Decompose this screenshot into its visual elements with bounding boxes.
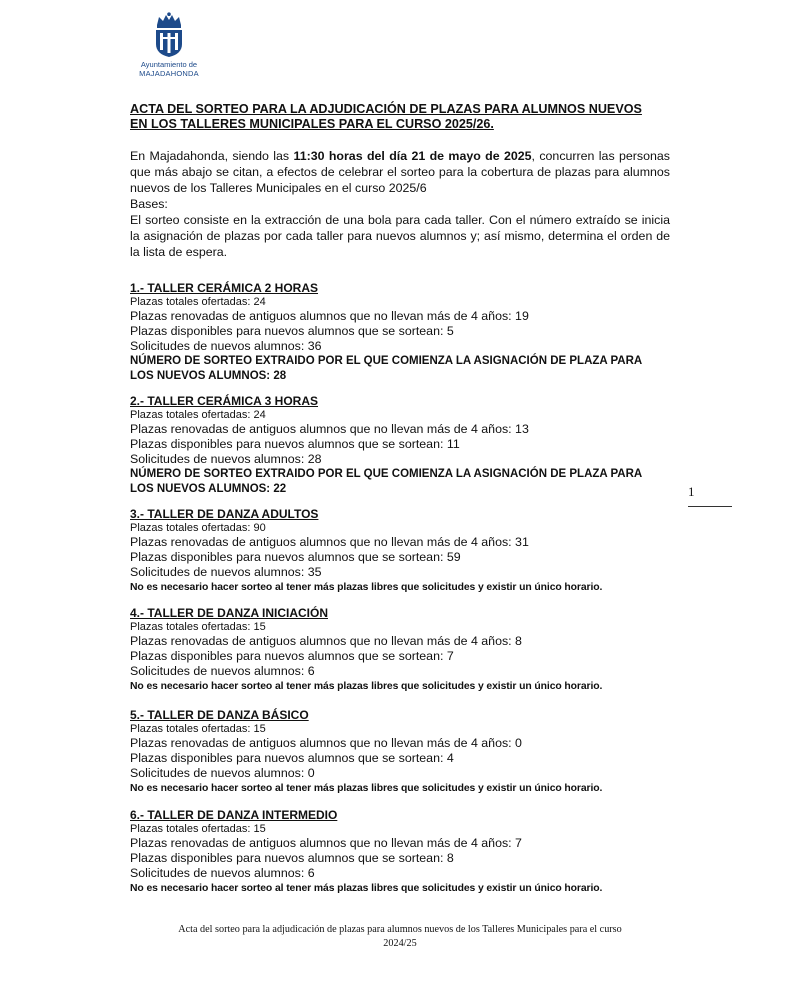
majadahonda-coat-of-arms-icon bbox=[152, 12, 186, 58]
intro-date-time: 11:30 horas del día 21 de mayo de 2025 bbox=[293, 149, 532, 163]
solicitudes: Solicitudes de nuevos alumnos: 36 bbox=[130, 339, 322, 353]
plazas-disponibles: Plazas disponibles para nuevos alumnos que se sortean: 8 bbox=[130, 851, 454, 865]
org-name-line1: Ayuntamiento de bbox=[140, 60, 198, 69]
solicitudes: Solicitudes de nuevos alumnos: 28 bbox=[130, 452, 322, 466]
footer bbox=[120, 923, 680, 951]
logo bbox=[132, 12, 206, 78]
plazas-totales: Plazas totales ofertadas: 15 bbox=[130, 723, 266, 735]
plazas-renovadas: Plazas renovadas de antiguos alumnos que no llevan más de 4 años: 13 bbox=[130, 422, 529, 436]
plazas-totales: Plazas totales ofertadas: 90 bbox=[130, 522, 266, 534]
plazas-totales: Plazas totales ofertadas: 15 bbox=[130, 621, 266, 633]
result-line2: LOS NUEVOS ALUMNOS: 22 bbox=[130, 483, 287, 495]
bases-label: Bases: bbox=[130, 197, 168, 211]
document-title bbox=[130, 102, 675, 132]
plazas-totales: Plazas totales ofertadas: 24 bbox=[130, 296, 266, 308]
plazas-renovadas: Plazas renovadas de antiguos alumnos que no llevan más de 4 años: 8 bbox=[130, 634, 522, 648]
result-line2: LOS NUEVOS ALUMNOS: 28 bbox=[130, 370, 287, 382]
plazas-totales: Plazas totales ofertadas: 15 bbox=[130, 823, 266, 835]
section-taller-ceramica-3h bbox=[130, 394, 690, 497]
section-heading: 4.- TALLER DE DANZA INICIACIÓN bbox=[130, 606, 328, 620]
intro-paragraph-2: El sorteo consiste en la extracción de una bola para cada taller. Con el número extraído se inicia la asignación de plazas por cada taller para nuevos alumnos y; así mismo, determina el orden de la lista de espera. bbox=[130, 213, 670, 259]
section-taller-ceramica-2h bbox=[130, 281, 690, 384]
plazas-renovadas: Plazas renovadas de antiguos alumnos que no llevan más de 4 años: 19 bbox=[130, 309, 529, 323]
title-line2: EN LOS TALLERES MUNICIPALES PARA EL CURSO 2025/26. bbox=[130, 117, 494, 131]
intro-paragraph-1 bbox=[130, 148, 670, 196]
plazas-disponibles: Plazas disponibles para nuevos alumnos que se sortean: 5 bbox=[130, 324, 454, 338]
no-draw-note: No es necesario hacer sorteo al tener más plazas libres que solicitudes y existir un único horario. bbox=[130, 883, 603, 894]
page-number: 1 bbox=[688, 484, 695, 499]
plazas-renovadas: Plazas renovadas de antiguos alumnos que no llevan más de 4 años: 0 bbox=[130, 736, 522, 750]
intro-text-b: , concurren las personas que más abajo se citan, a efectos de celebrar el sorteo para la cobertura de plazas para alumnos nuevos de los Talleres Municipales en el curso 2025/6 bbox=[130, 149, 670, 195]
plazas-renovadas: Plazas renovadas de antiguos alumnos que no llevan más de 4 años: 31 bbox=[130, 535, 529, 549]
solicitudes: Solicitudes de nuevos alumnos: 0 bbox=[130, 766, 315, 780]
page-number-rule bbox=[688, 506, 732, 507]
section-danza-intermedio bbox=[130, 808, 690, 897]
section-heading: 2.- TALLER CERÁMICA 3 HORAS bbox=[130, 394, 319, 408]
org-name-line2: MAJADAHONDA bbox=[139, 69, 199, 78]
solicitudes: Solicitudes de nuevos alumnos: 6 bbox=[130, 866, 315, 880]
result-line1: NÚMERO DE SORTEO EXTRAIDO POR EL QUE COMIENZA LA ASIGNACIÓN DE PLAZA PARA bbox=[130, 355, 643, 367]
no-draw-note: No es necesario hacer sorteo al tener más plazas libres que solicitudes y existir un único horario. bbox=[130, 681, 603, 692]
footer-line1: Acta del sorteo para la adjudicación de plazas para alumnos nuevos de los Talleres Municipales para el curso bbox=[178, 924, 622, 935]
intro-text-a: En Majadahonda, siendo las bbox=[130, 149, 294, 163]
plazas-renovadas: Plazas renovadas de antiguos alumnos que no llevan más de 4 años: 7 bbox=[130, 836, 522, 850]
section-danza-iniciacion bbox=[130, 606, 690, 695]
title-line1: ACTA DEL SORTEO PARA LA ADJUDICACIÓN DE PLAZAS PARA ALUMNOS NUEVOS bbox=[130, 102, 642, 116]
section-heading: 3.- TALLER DE DANZA ADULTOS bbox=[130, 507, 319, 521]
plazas-disponibles: Plazas disponibles para nuevos alumnos que se sortean: 7 bbox=[130, 649, 454, 663]
section-danza-basico bbox=[130, 708, 690, 797]
plazas-totales: Plazas totales ofertadas: 24 bbox=[130, 409, 266, 421]
plazas-disponibles: Plazas disponibles para nuevos alumnos que se sortean: 4 bbox=[130, 751, 454, 765]
footer-line2: 2024/25 bbox=[383, 938, 417, 949]
no-draw-note: No es necesario hacer sorteo al tener más plazas libres que solicitudes y existir un único horario. bbox=[130, 582, 603, 593]
no-draw-note: No es necesario hacer sorteo al tener más plazas libres que solicitudes y existir un único horario. bbox=[130, 783, 603, 794]
result-line1: NÚMERO DE SORTEO EXTRAIDO POR EL QUE COMIENZA LA ASIGNACIÓN DE PLAZA PARA bbox=[130, 468, 643, 480]
section-heading: 6.- TALLER DE DANZA INTERMEDIO bbox=[130, 808, 338, 822]
section-heading: 5.- TALLER DE DANZA BÁSICO bbox=[130, 708, 309, 722]
solicitudes: Solicitudes de nuevos alumnos: 35 bbox=[130, 565, 322, 579]
plazas-disponibles: Plazas disponibles para nuevos alumnos que se sortean: 11 bbox=[130, 437, 460, 451]
solicitudes: Solicitudes de nuevos alumnos: 6 bbox=[130, 664, 315, 678]
intro bbox=[130, 148, 670, 260]
section-heading: 1.- TALLER CERÁMICA 2 HORAS bbox=[130, 281, 319, 295]
plazas-disponibles: Plazas disponibles para nuevos alumnos que se sortean: 59 bbox=[130, 550, 461, 564]
section-danza-adultos bbox=[130, 507, 690, 596]
